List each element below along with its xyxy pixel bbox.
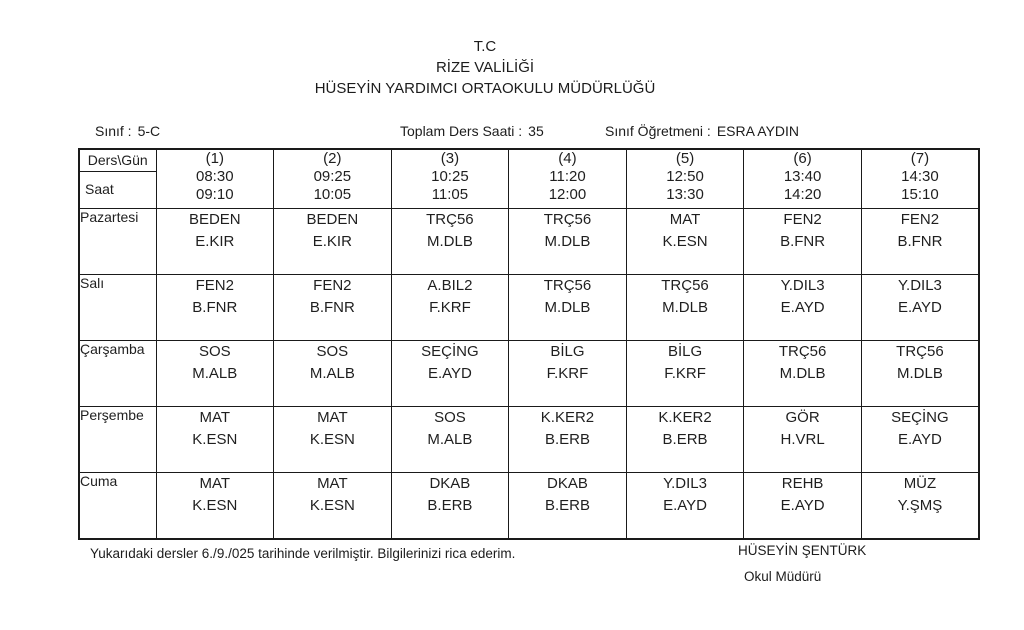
period-header-cell [274,149,392,209]
lesson-teacher: M.ALB [309,365,355,382]
period-header-row [79,149,979,209]
lesson-subject: FEN2 [783,211,822,228]
lesson-teacher: B.ERB [662,431,708,448]
document-header [0,36,970,99]
header-school-line: HÜSEYİN YARDIMCI ORTAOKULU MÜDÜRLÜĞÜ [314,80,656,97]
lesson-subject: Y.DIL3 [897,277,942,294]
lesson-cell [391,275,509,341]
timetable [78,148,980,540]
lesson-cell [156,209,274,275]
lesson-teacher: K.ESN [309,431,355,448]
lesson-teacher: E.AYD [897,431,942,448]
lesson-cell [626,209,744,275]
day-row [79,407,979,473]
lesson-cell [156,275,274,341]
lesson-subject: Y.DIL3 [780,277,825,294]
lesson-cell [391,473,509,540]
lesson-cell [744,275,862,341]
lesson-subject: SOS [316,343,349,360]
signature-block [738,543,866,584]
corner-cell [79,149,156,209]
day-row [79,209,979,275]
lesson-teacher: K.ESN [192,497,238,514]
lesson-cell [744,209,862,275]
lesson-cell [391,407,509,473]
lesson-cell [274,341,392,407]
period-number: (3) [440,150,460,167]
lesson-teacher: E.KIR [312,233,352,250]
lesson-teacher: B.ERB [544,431,590,448]
lesson-subject: MAT [199,409,231,426]
lesson-teacher: F.KRF [546,365,589,382]
lesson-subject: SEÇİNG [891,409,949,426]
lesson-cell [274,473,392,540]
lesson-cell [391,341,509,407]
lesson-cell [744,407,862,473]
lesson-teacher: B.FNR [780,233,826,250]
class-teacher-info [605,123,799,139]
class-info [95,123,160,139]
signer-title: Okul Müdürü [744,569,822,584]
lesson-subject: K.KER2 [658,409,712,426]
lesson-cell [626,341,744,407]
day-name: Salı [79,275,156,341]
lesson-subject: BEDEN [306,211,359,228]
lesson-cell [626,275,744,341]
lesson-subject: REHB [781,475,824,492]
lesson-subject: FEN2 [900,211,940,228]
period-end-time: 13:30 [666,186,704,203]
lesson-subject: BİLG [667,343,703,360]
lesson-teacher: F.KRF [664,365,706,382]
lesson-cell [861,341,979,407]
period-start-time: 13:40 [783,168,822,185]
lesson-teacher: E.AYD [427,365,472,382]
lesson-subject: FEN2 [195,277,234,294]
lesson-cell [391,209,509,275]
signer-name: HÜSEYİN ŞENTÜRK [738,543,867,558]
lesson-teacher: M.DLB [544,233,591,250]
day-name: Çarşamba [79,341,156,407]
lesson-subject: MAT [199,475,231,492]
lesson-teacher: E.AYD [780,299,825,316]
lesson-subject: BİLG [550,343,585,360]
class-value: 5-C [137,123,161,139]
lesson-cell [156,341,274,407]
lesson-subject: TRÇ56 [896,343,944,360]
header-republic-line: T.C [473,38,497,55]
lesson-teacher: B.FNR [309,299,355,316]
lesson-cell [744,341,862,407]
day-name: Pazartesi [79,209,156,275]
lesson-subject: MAT [669,211,701,228]
lesson-teacher: K.ESN [662,233,708,250]
period-number: (7) [910,150,930,167]
period-end-time: 14:20 [783,186,822,203]
lesson-teacher: B.ERB [427,497,473,514]
day-row [79,341,979,407]
period-header-cell [861,149,979,209]
period-header-cell [509,149,627,209]
lesson-subject: TRÇ56 [426,211,474,228]
corner-ders-gun-label: Ders\Gün [80,150,156,172]
lesson-teacher: M.ALB [427,431,473,448]
period-number: (6) [793,150,812,167]
lesson-subject: TRÇ56 [543,277,592,294]
period-start-time: 11:20 [549,168,586,185]
lesson-subject: DKAB [429,475,471,492]
lesson-teacher: E.AYD [780,497,825,514]
period-number: (4) [558,150,577,167]
lesson-subject: SEÇİNG [421,343,479,360]
header-governorship-line: RİZE VALİLİĞİ [435,59,535,76]
lesson-teacher: F.KRF [429,299,471,316]
lesson-subject: SOS [434,409,466,426]
lesson-cell [274,407,392,473]
lesson-subject: TRÇ56 [543,211,592,228]
lesson-subject: TRÇ56 [661,277,709,294]
lesson-cell [861,209,979,275]
lesson-subject: BEDEN [188,211,241,228]
day-row [79,473,979,540]
lesson-cell [274,275,392,341]
lesson-subject: SOS [198,343,231,360]
lesson-cell [274,209,392,275]
day-row [79,275,979,341]
period-start-time: 10:25 [431,168,469,185]
period-start-time: 08:30 [196,168,234,185]
lesson-cell [744,473,862,540]
lesson-cell [156,473,274,540]
day-name: Perşembe [79,407,156,473]
period-header-cell [156,149,274,209]
lesson-teacher: K.ESN [192,431,238,448]
lesson-cell [626,407,744,473]
period-header-cell [626,149,744,209]
period-end-time: 11:05 [431,186,469,203]
lesson-subject: Y.DIL3 [663,475,707,492]
lesson-cell [509,407,627,473]
lesson-teacher: M.DLB [897,365,943,382]
day-name: Cuma [79,473,156,540]
lesson-cell [509,341,627,407]
period-end-time: 10:05 [313,186,352,203]
lesson-teacher: E.AYD [897,299,942,316]
period-start-time: 09:25 [313,168,352,185]
lesson-teacher: M.DLB [544,299,591,316]
period-number: (5) [675,150,695,167]
lesson-teacher: M.DLB [426,233,473,250]
lesson-teacher: E.KIR [195,233,235,250]
period-start-time: 12:50 [666,168,704,185]
period-number: (2) [323,150,342,167]
period-number: (1) [205,150,224,167]
total-hours-label: Toplam Ders Saati : [400,123,523,139]
lesson-teacher: B.FNR [192,299,238,316]
lesson-teacher: B.ERB [544,497,590,514]
lesson-cell [626,473,744,540]
class-label: Sınıf : [95,123,132,139]
lesson-subject: MAT [317,475,348,492]
lesson-subject: A.BIL2 [427,277,473,294]
period-header-cell [391,149,509,209]
total-hours-value: 35 [528,123,544,139]
class-teacher-label: Sınıf Öğretmeni : [605,123,711,139]
lesson-teacher: Y.ŞMŞ [897,497,943,514]
lesson-teacher: K.ESN [309,497,355,514]
lesson-subject: MAT [317,409,348,426]
class-teacher-value: ESRA AYDIN [716,123,800,139]
lesson-subject: MÜZ [903,475,937,492]
lesson-cell [509,209,627,275]
footer-note: Yukarıdaki dersler 6./9./025 tarihinde verilmiştir. Bilgilerinizi rica ederim. [90,546,516,561]
period-header-cell [744,149,862,209]
lesson-teacher: B.FNR [897,233,943,250]
lesson-teacher: M.DLB [779,365,826,382]
period-start-time: 14:30 [901,168,939,185]
lesson-cell [861,275,979,341]
period-end-time: 12:00 [548,186,587,203]
lesson-teacher: E.AYD [663,497,707,514]
period-end-time: 09:10 [196,186,234,203]
lesson-cell [509,473,627,540]
lesson-subject: DKAB [547,475,588,492]
lesson-subject: FEN2 [313,277,352,294]
lesson-teacher: M.ALB [192,365,238,382]
lesson-cell [861,407,979,473]
period-end-time: 15:10 [901,186,939,203]
lesson-teacher: H.VRL [780,431,825,448]
corner-saat-label: Saat [85,181,114,197]
lesson-subject: GÖR [785,409,820,426]
lesson-cell [861,473,979,540]
lesson-teacher: M.DLB [662,299,708,316]
lesson-subject: TRÇ56 [778,343,827,360]
lesson-subject: K.KER2 [540,409,595,426]
total-hours-info [400,123,544,139]
lesson-cell [509,275,627,341]
lesson-cell [156,407,274,473]
